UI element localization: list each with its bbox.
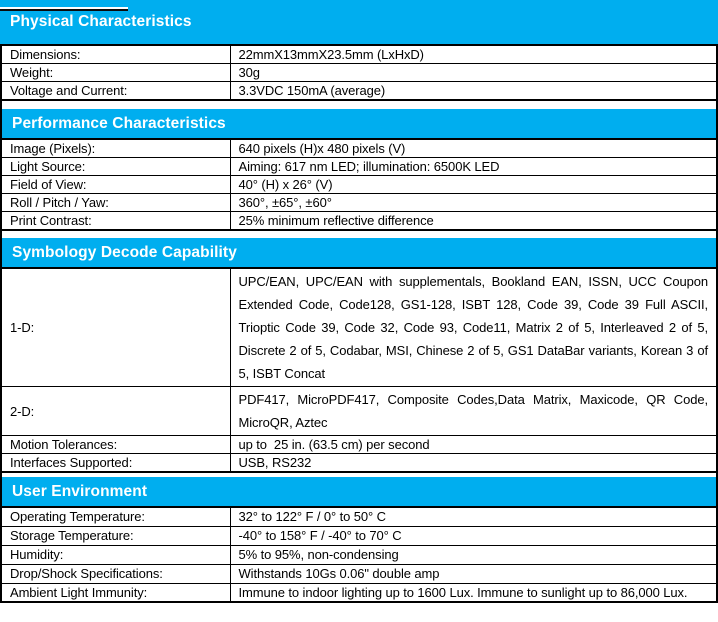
table-row <box>1 454 717 473</box>
spec-label: Interfaces Supported: <box>1 454 230 473</box>
section-header-symbology <box>0 238 718 267</box>
header-notch <box>0 7 128 11</box>
table-row <box>1 268 717 387</box>
table-row <box>1 583 717 602</box>
spec-label: Humidity: <box>1 545 230 564</box>
spec-value: -40° to 158° F / -40° to 70° C <box>230 526 717 545</box>
spec-label: Drop/Shock Specifications: <box>1 564 230 583</box>
spec-value: Aiming: 617 nm LED; illumination: 6500K LED <box>230 158 717 176</box>
table-row <box>1 194 717 212</box>
spec-label: Field of View: <box>1 176 230 194</box>
spec-value: 360°, ±65°, ±60° <box>230 194 717 212</box>
spec-label: 2-D: <box>1 387 230 436</box>
section-title: User Environment <box>12 482 148 500</box>
section-divider <box>0 101 718 109</box>
table-row <box>1 82 717 101</box>
table-row <box>1 526 717 545</box>
spec-value: up to 25 in. (63.5 cm) per second <box>230 436 717 454</box>
spec-value: 32° to 122° F / 0° to 50° C <box>230 507 717 526</box>
table-row <box>1 507 717 526</box>
spec-label: Print Contrast: <box>1 212 230 231</box>
spec-value: Withstands 10Gs 0.06" double amp <box>230 564 717 583</box>
section-title: Physical Characteristics <box>10 13 192 30</box>
table-row <box>1 176 717 194</box>
section-divider <box>0 231 718 238</box>
spec-label: Image (Pixels): <box>1 139 230 158</box>
table-row <box>1 564 717 583</box>
spec-table-performance <box>0 138 718 231</box>
spec-value: 640 pixels (H)x 480 pixels (V) <box>230 139 717 158</box>
spec-label: Ambient Light Immunity: <box>1 583 230 602</box>
spec-label: Storage Temperature: <box>1 526 230 545</box>
spec-value: USB, RS232 <box>230 454 717 473</box>
table-row <box>1 212 717 231</box>
spec-label: 1-D: <box>1 268 230 387</box>
spec-label: Weight: <box>1 64 230 82</box>
spec-label: Voltage and Current: <box>1 82 230 101</box>
spec-value: 3.3VDC 150mA (average) <box>230 82 717 101</box>
table-row <box>1 45 717 64</box>
spec-label: Motion Tolerances: <box>1 436 230 454</box>
spec-value: 40° (H) x 26° (V) <box>230 176 717 194</box>
spec-value: Immune to indoor lighting up to 1600 Lux. Immune to sunlight up to 86,000 Lux. <box>230 583 717 602</box>
section-header-physical <box>0 0 718 44</box>
spec-table-physical <box>0 44 718 101</box>
section-header-user-environment <box>0 477 718 506</box>
spec-label: Operating Temperature: <box>1 507 230 526</box>
spec-value: 25% minimum reflective difference <box>230 212 717 231</box>
spec-label: Roll / Pitch / Yaw: <box>1 194 230 212</box>
table-row <box>1 139 717 158</box>
table-row <box>1 158 717 176</box>
spec-table-user-environment <box>0 506 718 603</box>
section-title: Symbology Decode Capability <box>12 243 237 261</box>
spec-value: UPC/EAN, UPC/EAN with supplementals, Bookland EAN, ISSN, UCC Coupon Extended Code, Code128, GS1-128, ISBT 128, Code 39, Code 39 Full ASCII, Trioptic Code 39, Code 32, Code 93, Code11, Matrix 2 of 5, Interleaved 2 of 5, Discrete 2 of 5, Codabar, MSI, Chinese 2 of 5, GS1 DataBar variants, Korean 3 of 5, ISBT Concat <box>230 268 717 387</box>
spec-table-symbology <box>0 267 718 473</box>
spec-value: 30g <box>230 64 717 82</box>
spec-label: Dimensions: <box>1 45 230 64</box>
table-row <box>1 545 717 564</box>
table-row <box>1 436 717 454</box>
section-title: Performance Characteristics <box>12 114 226 132</box>
table-row <box>1 64 717 82</box>
spec-value: 22mmX13mmX23.5mm (LxHxD) <box>230 45 717 64</box>
spec-value: 5% to 95%, non-condensing <box>230 545 717 564</box>
table-row <box>1 387 717 436</box>
section-header-performance <box>0 109 718 138</box>
spec-value: PDF417, MicroPDF417, Composite Codes,Data Matrix, Maxicode, QR Code, MicroQR, Aztec <box>230 387 717 436</box>
spec-label: Light Source: <box>1 158 230 176</box>
